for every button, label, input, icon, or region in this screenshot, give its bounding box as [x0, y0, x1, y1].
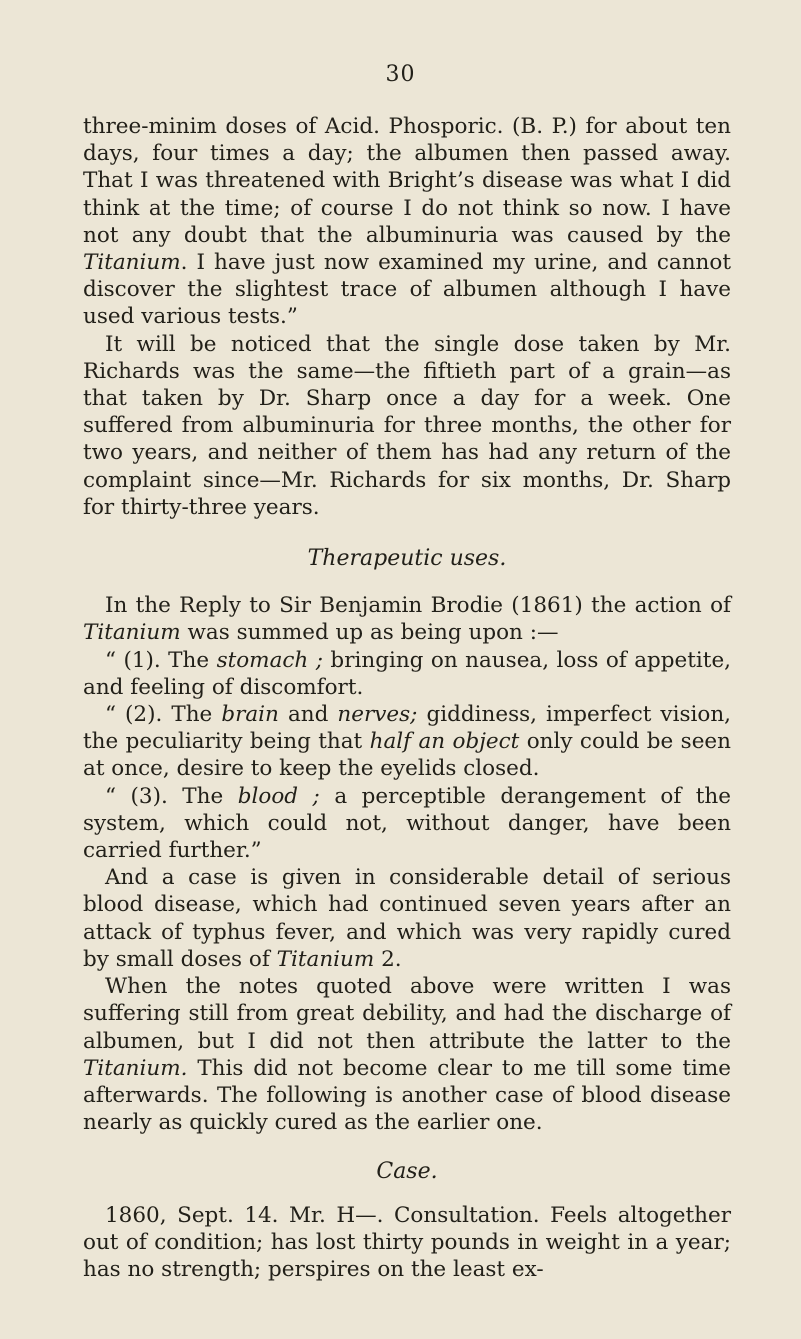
list-item-stomach: “ (1). The stomach ; bringing on nausea, loss of appetite, and feeling of discomfort.	[83, 647, 731, 700]
paragraph-comparison: It will be noticed that the single dose taken by Mr. Richards was the same—the fiftieth part of a grain—as that taken by Dr. Sharp once a day for a week. One suffered from albuminuria for three months, the other for two years, and neither of them has had any return of the complaint since—Mr. Richards for six months, Dr. Sharp for thirty-three years.	[83, 331, 731, 520]
paragraph-reply: In the Reply to Sir Benjamin Brodie (1861) the action of Titanium was summed up as being upon :—	[83, 593, 731, 646]
section-heading-therapeutic: Therapeutic uses.	[307, 546, 507, 572]
paragraph-continuation: three-minim doses of Acid. Phosporic. (B. P.) for about ten days, four times a day; the albumen then passed away. That I was threatened with Bright’s disease was what I did think at the time; of course I do not think so now. I have not any doubt that the albuminuria was caused by the Titanium. I have just now examined my urine, and cannot discover the slightest trace of albumen although I have used various tests.”	[83, 114, 731, 330]
paragraph-case-detail: And a case is given in considerable detail of serious blood disease, which had continued seven years after an attack of typhus fever, and which was very rapidly cured by small doses of Titanium 2.	[83, 865, 731, 972]
list-item-brain: “ (2). The brain and nerves; giddiness, imperfect vision, the peculiarity being that half an object only could be seen at once, desire to keep the eyelids closed.	[83, 702, 731, 782]
paragraph-notes: When the notes quoted above were written I was suffering still from great debility, and had the discharge of albumen, but I did not then attribute the latter to the Titanium. This did not become clear to me till some time afterwards. The following is another case of blood disease nearly as quickly cured as the earlier one.	[83, 974, 731, 1136]
paragraph-case-record: 1860, Sept. 14. Mr. H—. Consultation. Feels altogether out of condition; has lost thirty pounds in weight in a year; has no strength; perspires on the least ex-	[83, 1202, 731, 1282]
page-number: 30	[385, 62, 416, 87]
section-heading-case: Case.	[376, 1159, 438, 1185]
body-text	[83, 113, 731, 1283]
list-item-blood: “ (3). The blood ; a perceptible derangement of the system, which could not, without danger, have been carried further.”	[83, 783, 732, 864]
